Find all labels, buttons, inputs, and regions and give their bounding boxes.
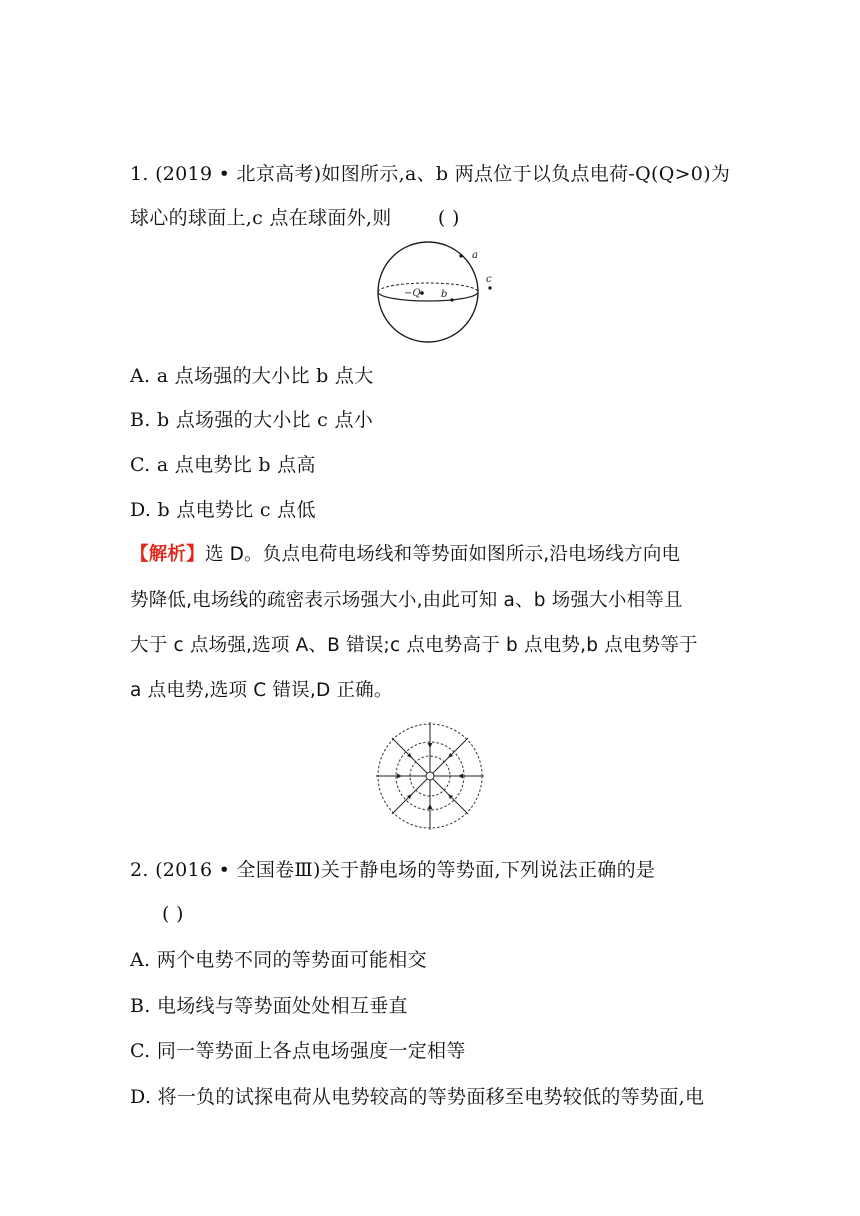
point-c [488,286,491,289]
q1-stem-line-2 [130,204,460,232]
point-a-label: a [472,250,478,261]
jiexi-line-3: 大于 c 点场强,选项 A、B 错误;c 点电势高于 b 点电势,b 点电势等于 [130,635,698,656]
sphere-diagram [366,240,506,345]
q1-stem-line-1: 1. (2019 • 北京高考)如图所示,a、b 两点位于以负点电荷-Q(Q>0)为 [130,163,731,185]
jiexi-line-1 [130,541,680,569]
q2-option-d: D. 将一负的试探电荷从电势较高的等势面移至电势较低的等势面,电 [130,1086,705,1108]
jiexi-line-2: 势降低,电场线的疏密表示场强大小,由此可知 a、b 场强大小相等且 [130,590,683,611]
q1-sphere-figure [366,240,506,349]
sphere-equator-back [378,283,478,292]
sphere-outline [378,242,478,342]
charge-point [420,291,424,295]
field-diagram [374,720,486,832]
q1-answer-parens: ( ) [437,207,460,229]
q1-option-d: D. b 点电势比 c 点低 [130,499,316,521]
q2-stem-line-1: 2. (2016 • 全国卷Ⅲ)关于静电场的等势面,下列说法正确的是 [130,859,656,881]
jiexi-tag: 【解析】 [130,544,205,565]
jiexi-line-4: a 点电势,选项 C 错误,D 正确。 [130,680,393,701]
field-lines-figure [374,720,486,836]
q1-option-c: C. a 点电势比 b 点高 [130,454,316,476]
center-charge [426,772,434,780]
q2-option-c: C. 同一等势面上各点电场强度一定相等 [130,1040,466,1062]
jiexi-line-1-text: 选 D。负点电荷电场线和等势面如图所示,沿电场线方向电 [204,544,681,565]
q1-option-a: A. a 点场强的大小比 b 点大 [130,365,374,387]
q1-option-b: B. b 点场强的大小比 c 点小 [130,409,374,431]
charge-label: −Q [404,288,421,299]
point-b-label: b [441,289,448,300]
point-a [459,254,462,257]
sphere-equator-front [378,292,478,301]
q2-answer-parens: ( ) [162,903,184,925]
q2-option-a: A. 两个电势不同的等势面可能相交 [130,949,427,971]
point-b [450,298,453,301]
q2-option-b: B. 电场线与等势面处处相互垂直 [130,995,408,1017]
q1-stem-text: 球心的球面上,c 点在球面外,则 [130,207,392,229]
point-c-label: c [486,274,492,285]
